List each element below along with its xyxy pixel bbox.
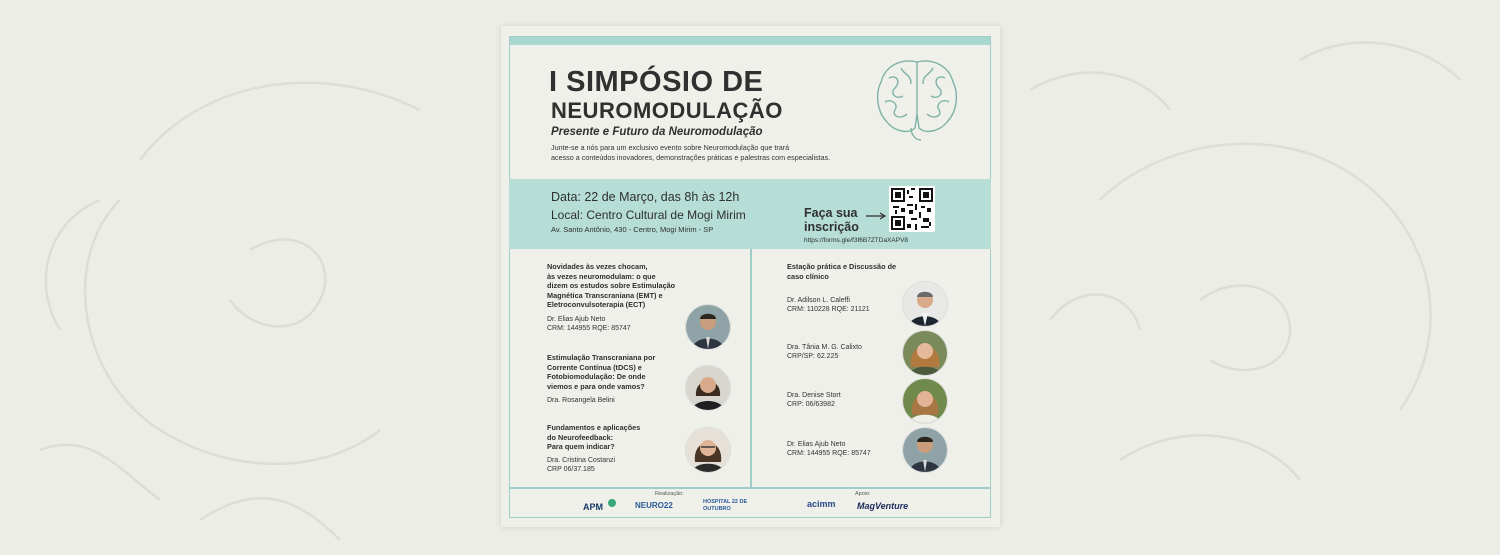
magventure-logo: MagVenture [857, 501, 909, 511]
speaker-credential: CRP: 06/63982 [787, 401, 835, 408]
avatar [902, 281, 948, 327]
speaker-name: Dra. Denise Stort [787, 392, 841, 399]
speaker-info [787, 440, 871, 458]
brain-illustration-icon [871, 54, 963, 142]
realizacao-label: Realização: [655, 491, 684, 497]
section-title-line: caso clínico [787, 271, 829, 281]
avatar [685, 427, 731, 473]
avatar [902, 330, 948, 376]
talk-title-line: Estimulação Transcraniana por [547, 353, 656, 362]
column-divider [750, 249, 752, 487]
neuro22-logo: NEURO22 [635, 501, 673, 510]
apm-logo-mark [608, 499, 616, 507]
section-title-line: Estação prática e Discussão de [787, 262, 897, 271]
registration-cta[interactable] [804, 206, 884, 234]
top-accent-bar [510, 37, 990, 45]
event-title-line1: I SIMPÓSIO DE [549, 66, 764, 98]
speaker-info [547, 396, 615, 405]
event-subtitle: Presente e Futuro da Neuromodulação [551, 126, 763, 138]
hospital-logo: HOSPITAL 22 DE OUTUBRO [703, 499, 748, 512]
speaker-name: Dra. Rosangela Belini [547, 397, 615, 404]
event-date: Data: 22 de Março, das 8h às 12h [551, 190, 740, 204]
speaker-info [787, 296, 870, 314]
speaker-credential: CRP/SP: 62.225 [787, 353, 839, 360]
talk-title-line: Magnética Transcraniana (EMT) e [547, 290, 663, 300]
event-address: Av. Santo Antônio, 430 - Centro, Mogi Mirim - SP [551, 225, 714, 234]
talk-title [547, 262, 675, 310]
talk-title-line: Fundamentos e aplicações [547, 423, 641, 432]
speaker-credential: CRM: 144955 RQE: 85747 [547, 325, 631, 332]
cta-line: inscrição [804, 220, 859, 234]
intro-line: Junte-se a nós para um exclusivo evento sobre Neuromodulação que trará [551, 143, 790, 152]
speaker-credential: CRP 06/37.185 [547, 466, 595, 473]
intro-line: acesso a conteúdos inovadores, demonstrações práticas e palestras com especialistas. [551, 153, 831, 162]
apoio-label: Apoio: [855, 491, 871, 497]
event-intro [551, 143, 921, 163]
talk-title-line: Novidades às vezes chocam, [547, 262, 648, 271]
event-title-line2: NEUROMODULAÇÃO [551, 98, 783, 123]
avatar [685, 304, 731, 350]
speaker-name: Dr. Adilson L. Caleffi [787, 297, 850, 304]
talk-title-line: Corrente Contínua (tDCS) e [547, 362, 642, 372]
speaker-info [547, 456, 615, 474]
talk-title-line: Eletroconvulsoterapia (ECT) [547, 300, 646, 309]
event-flyer [501, 26, 1000, 527]
talk-title-line: às vezes neuromodulam: o que [547, 271, 656, 281]
speaker-info [787, 343, 862, 361]
footer-divider [509, 487, 991, 489]
speaker-name: Dra. Cristina Costanzi [547, 457, 616, 464]
talk-title-line: viemos e para onde vamos? [547, 381, 645, 391]
talk-title-line: Para quem indicar? [547, 442, 615, 451]
acimm-logo: acimm [807, 499, 836, 509]
talk-title-line: dizem os estudos sobre Estimulação [547, 281, 676, 290]
apm-logo: APM [583, 502, 603, 512]
talk-title-line: Fotobiomodulação: De onde [547, 372, 646, 381]
talk-title [547, 353, 655, 391]
arrow-right-icon [866, 212, 888, 220]
speaker-info [547, 315, 631, 333]
qr-code-icon[interactable] [889, 186, 935, 232]
event-info-bar [509, 179, 991, 249]
avatar [902, 378, 948, 424]
registration-form-link[interactable]: https://forms.gle/f3f6B7ZTDaXAPV8 [804, 237, 909, 244]
avatar [902, 427, 948, 473]
avatar [685, 365, 731, 411]
speaker-credential: CRM: 144955 RQE: 85747 [787, 450, 871, 457]
event-location: Local: Centro Cultural de Mogi Mirim [551, 208, 746, 222]
speaker-credential: CRM: 110228 RQE: 21121 [787, 306, 870, 313]
speaker-name: Dra. Tânia M. G. Calixto [787, 344, 862, 351]
talk-title [547, 423, 640, 452]
section-title [787, 262, 896, 281]
speaker-info [787, 391, 841, 409]
talk-title-line: do Neurofeedback: [547, 432, 614, 442]
speaker-name: Dr. Elias Ajub Neto [547, 316, 606, 323]
speaker-name: Dr. Elias Ajub Neto [787, 441, 846, 448]
cta-line: Faça sua [804, 206, 858, 220]
